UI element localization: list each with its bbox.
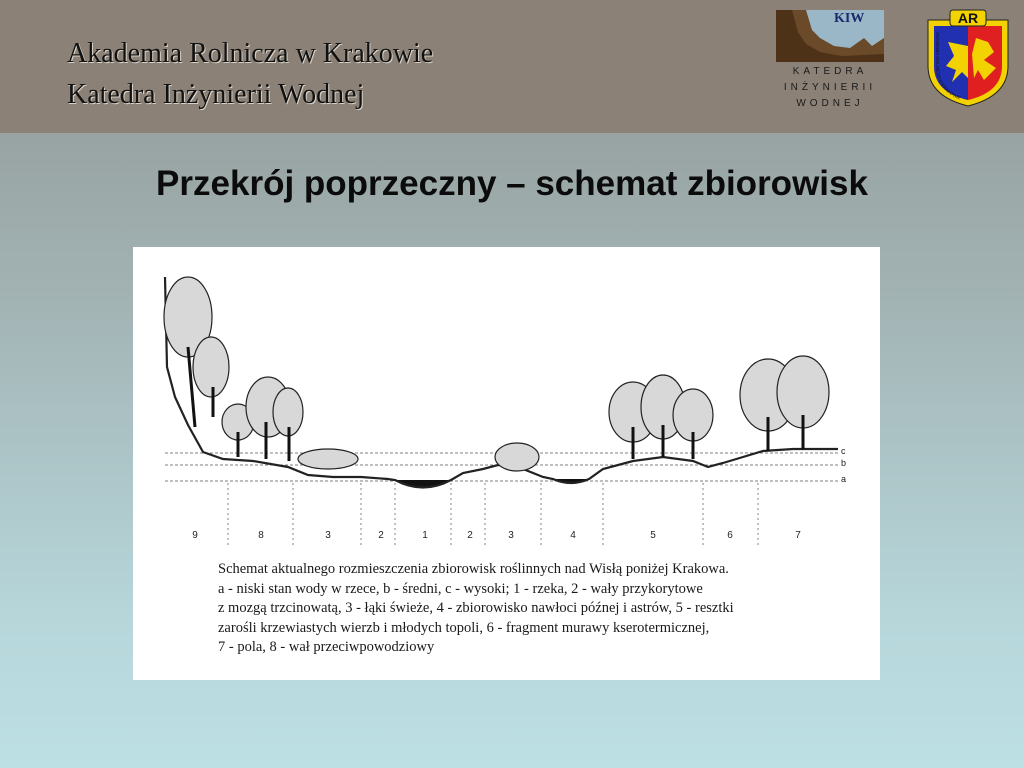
zone-label: 2 <box>378 530 384 541</box>
department-name: Katedra Inżynierii Wodnej <box>67 79 365 110</box>
zone-label: 9 <box>192 530 198 541</box>
zone-label: 2 <box>467 530 473 541</box>
university-name: Akademia Rolnicza w Krakowie <box>67 38 434 69</box>
level-label-a: a <box>841 474 847 484</box>
ar-ring-text: AKADEMIA ROLNICZA W KRAKOWIE <box>934 32 962 101</box>
caption-line: a - niski stan wody w rzece, b - średni, c - wysoki; 1 - rzeka, 2 - wały przykorytowe <box>218 580 703 597</box>
ar-logo <box>924 8 1012 108</box>
zone-label: 3 <box>508 530 514 541</box>
zone-label: 3 <box>325 530 331 541</box>
kiw-abbr: KIW <box>834 11 865 26</box>
kiw-line1: KATEDRA <box>792 66 868 77</box>
zone-label: 4 <box>570 530 576 541</box>
level-label-c: c <box>841 446 846 456</box>
caption-line: Schemat aktualnego rozmieszczenia zbiorowisk roślinnych nad Wisłą poniżej Krakowa. <box>218 561 729 577</box>
cross-section-figure <box>133 247 880 680</box>
figure-caption <box>218 560 838 658</box>
zone-label: 7 <box>795 530 801 541</box>
ar-abbr: AR <box>957 10 979 26</box>
caption-line: zarośli krzewiastych wierzb i młodych topoli, 6 - fragment murawy kserotermicznej, <box>218 619 710 636</box>
zone-label: 1 <box>422 530 428 541</box>
zone-label: 6 <box>727 530 733 541</box>
level-label-b: b <box>841 458 847 468</box>
caption-line: z mozgą trzcinowatą, 3 - łąki świeże, 4 - zbiorowisko nawłoci późnej i astrów, 5 - resztki <box>218 600 734 616</box>
kiw-line2: INŻYNIERII <box>783 82 877 93</box>
kiw-line3: WODNEJ <box>796 98 864 109</box>
slide-title: Przekrój poprzeczny – schemat zbiorowisk <box>156 164 868 203</box>
trees-left <box>164 277 358 469</box>
shrubs-center <box>495 443 539 471</box>
header-bar <box>0 0 1024 133</box>
zone-label: 8 <box>258 530 264 541</box>
caption-line: 7 - pola, 8 - wał przeciwpowodziowy <box>218 639 435 655</box>
trees-right <box>609 356 829 442</box>
zone-separators <box>228 483 758 547</box>
zone-label: 5 <box>650 530 656 541</box>
